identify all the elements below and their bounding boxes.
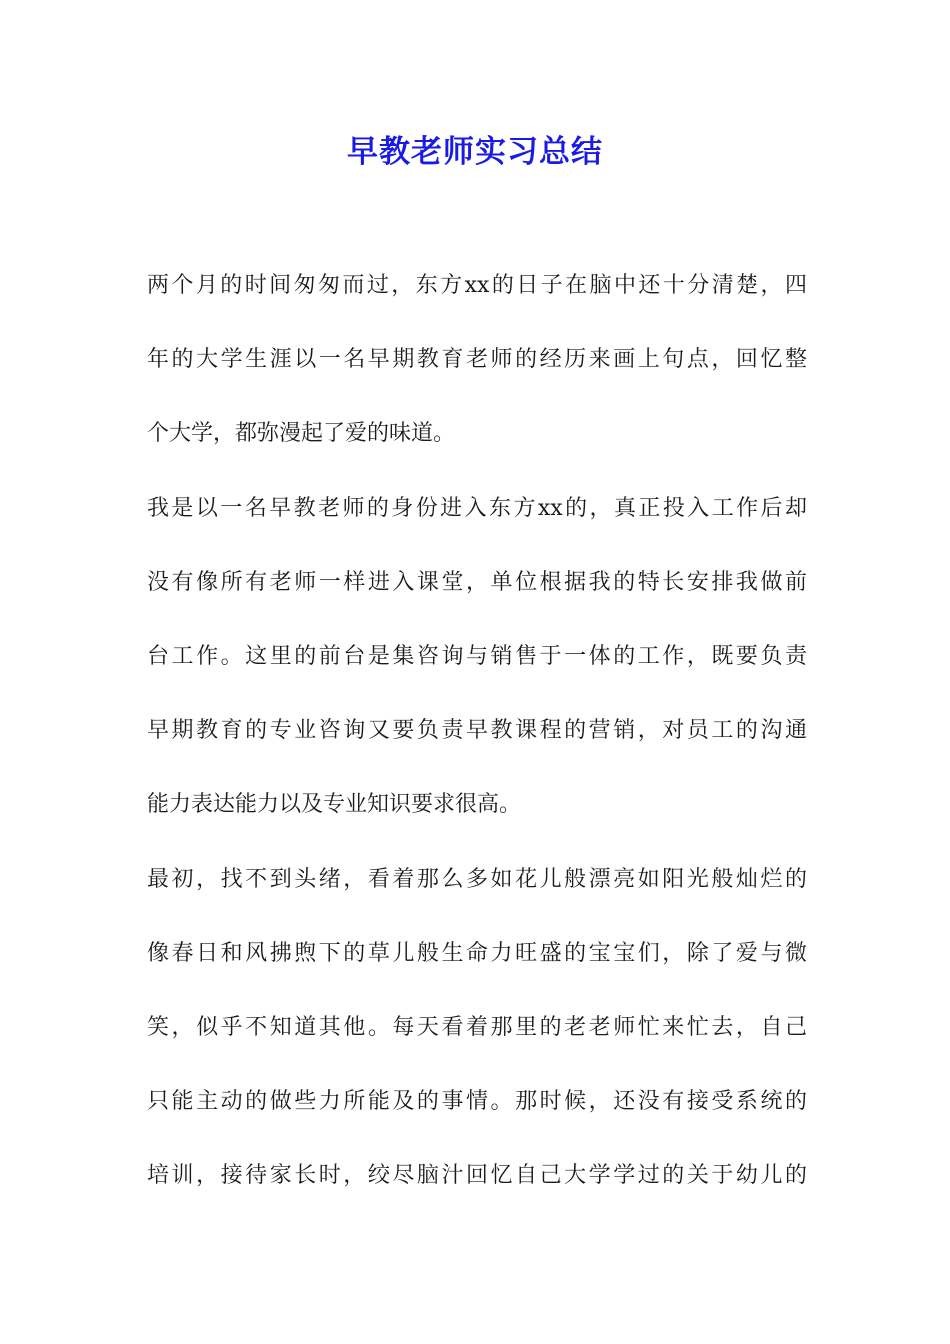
text-line: 像春日和风拂煦下的草儿般生命力旺盛的宝宝们，除了爱与微 bbox=[147, 940, 807, 966]
text-line: 早期教育的专业咨询又要负责早教课程的营销，对员工的沟通 bbox=[147, 718, 807, 744]
text-line: 没有像所有老师一样进入课堂，单位根据我的特长安排我做前 bbox=[147, 569, 807, 595]
text-line: 台工作。这里的前台是集咨询与销售于一体的工作，既要负责 bbox=[147, 643, 807, 669]
text-line: 个大学，都弥漫起了爱的味道。 bbox=[147, 421, 456, 447]
document-body bbox=[147, 262, 807, 1226]
document-title: 早教老师实习总结 bbox=[347, 134, 603, 170]
text-line: 培训，接待家长时，绞尽脑汁回忆自己大学学过的关于幼儿的 bbox=[147, 1163, 807, 1189]
text-line: 最初，找不到头绪，看着那么多如花儿般漂亮如阳光般灿烂的 bbox=[147, 866, 807, 892]
text-line: 只能主动的做些力所能及的事情。那时候，还没有接受系统的 bbox=[147, 1089, 807, 1115]
text-line: 年的大学生涯以一名早期教育老师的经历来画上句点，回忆整 bbox=[147, 347, 807, 373]
text-line: 两个月的时间匆匆而过，东方xx的日子在脑中还十分清楚，四 bbox=[147, 273, 807, 298]
text-line: 能力表达能力以及专业知识要求很高。 bbox=[147, 792, 522, 818]
text-line: 笑，似乎不知道其他。每天看着那里的老老师忙来忙去，自己 bbox=[147, 1014, 807, 1040]
text-line: 我是以一名早教老师的身份进入东方xx的，真正投入工作后却 bbox=[147, 495, 807, 521]
